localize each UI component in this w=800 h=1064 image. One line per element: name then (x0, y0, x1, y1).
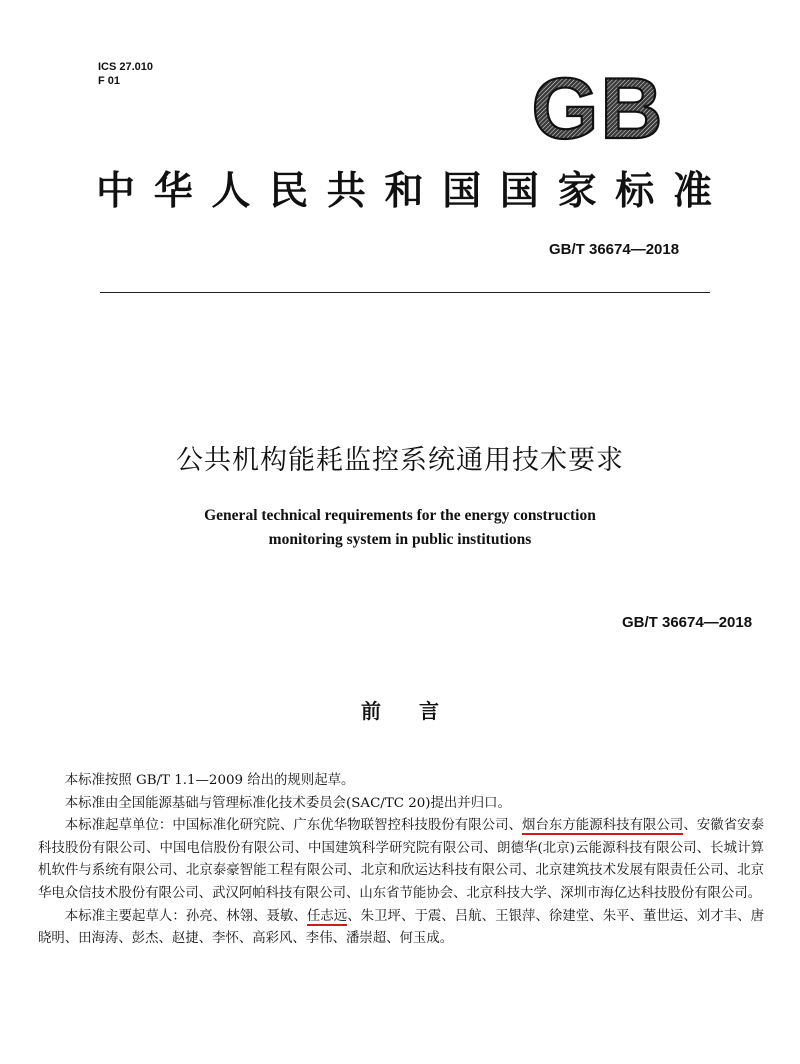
standard-title-english (0, 504, 800, 552)
highlighted-company: 烟台东方能源科技有限公司 (522, 818, 684, 834)
preface-body (38, 770, 764, 951)
header-divider (100, 292, 710, 293)
english-title-line-1: General technical requirements for the energy construction (204, 507, 596, 524)
ics-code: ICS 27.010 (98, 61, 154, 73)
preface-paragraph-drafters (38, 906, 764, 951)
preface-paragraph-drafting-rules: 本标准按照 GB/T 1.1—2009 给出的规则起草。 (64, 773, 355, 788)
gb-logo-text: GB (531, 72, 665, 146)
ccs-code: F 01 (98, 75, 121, 87)
gb-logo (518, 72, 678, 146)
english-title-line-2: monitoring system in public institutions (268, 531, 532, 548)
highlighted-drafter: 任志远 (306, 908, 348, 924)
standard-number-header: GB/T 36674—2018 (549, 241, 680, 258)
national-standard-title: 中华人民共和国国家标准 (96, 168, 714, 214)
preface-heading: 前言 (361, 699, 477, 723)
preface-paragraph-drafting-units (38, 815, 764, 905)
drafters-prefix: 本标准主要起草人：孙亮、林翎、聂敏、 (64, 908, 307, 924)
drafting-units-prefix: 本标准起草单位：中国标准化研究院、广东优华物联智控科技股份有限公司、 (64, 818, 523, 834)
drafters-suffix: 、朱卫坪、于震、吕航、王银萍、徐建堂、朱平、董世运、刘才丰、唐晓明、田海涛、彭杰、赵捷、李怀、高彩风、李伟、潘崇超、何玉成。 (38, 908, 765, 947)
classification-codes (98, 60, 153, 88)
standard-number-page: GB/T 36674—2018 (622, 614, 753, 631)
standard-title-chinese: 公共机构能耗监控系统通用技术要求 (176, 445, 624, 476)
drafting-units-suffix: 、安徽省安泰科技股份有限公司、中国电信股份有限公司、中国建筑科学研究院有限公司、朗德华(北京)云能源科技有限公司、长城计算机软件与系统有限公司、北京泰豪智能工程有限公司、北京和欣运达科技有限公司、北京建筑技术发展有限责任公司、北京华电众信技术股份有限公司、武汉阿帕科技有限公司、山东省节能协会、北京科技大学、深圳市海亿达科技股份有限公司。 (38, 818, 765, 901)
preface-paragraph-proposer: 本标准由全国能源基础与管理标准化技术委员会(SAC/TC 20)提出并归口。 (64, 795, 511, 811)
